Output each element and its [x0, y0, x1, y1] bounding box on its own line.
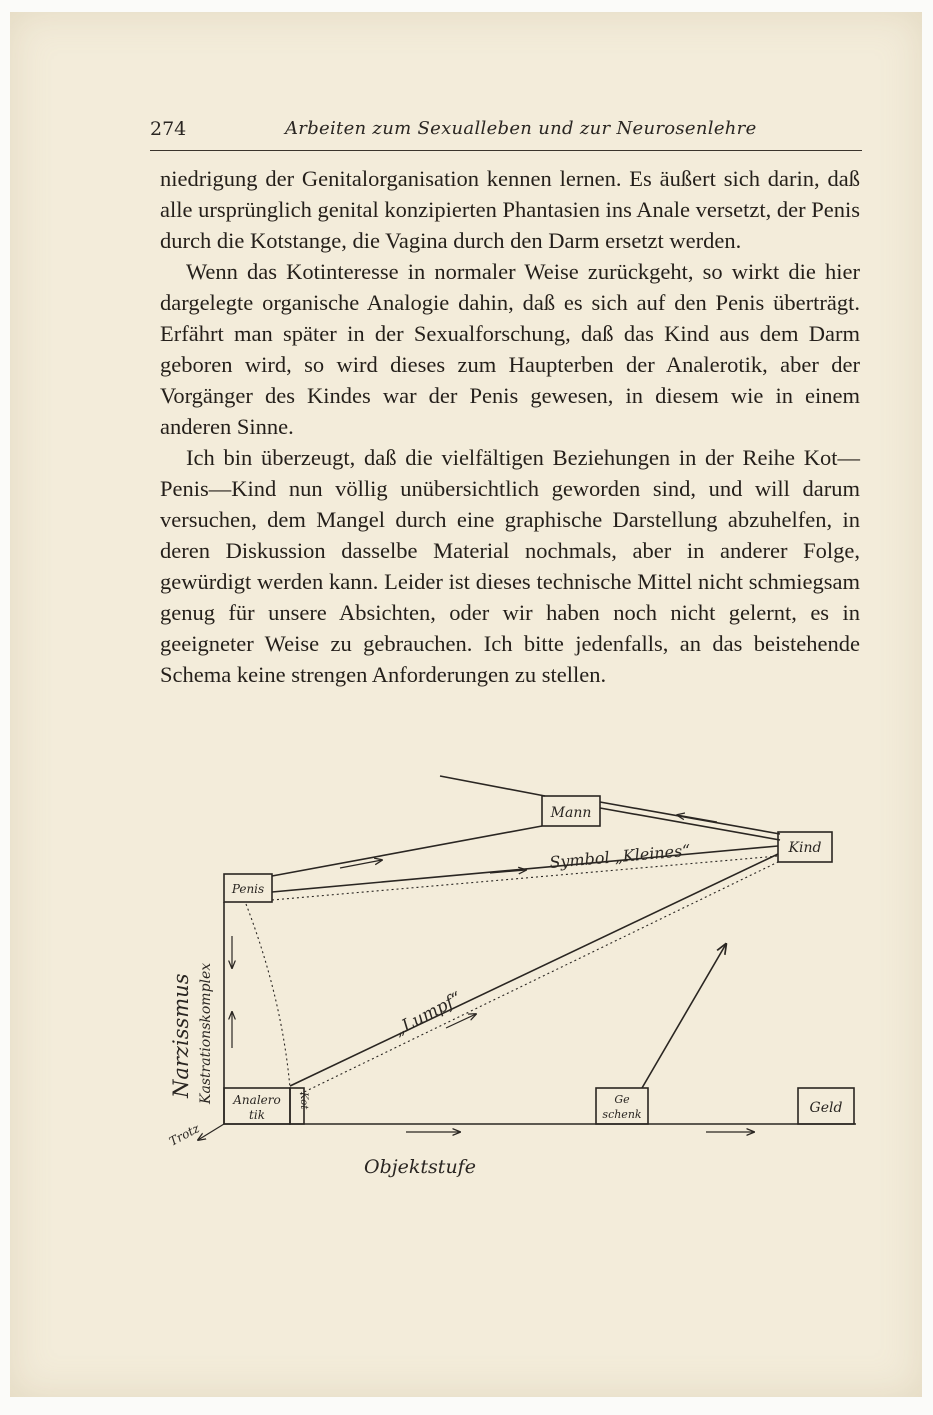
label-kot: Kot [298, 1092, 309, 1110]
line-lumpf [290, 854, 778, 1086]
label-geld: Geld [809, 1100, 843, 1116]
paragraph-2: Wenn das Kotinteresse in normaler Weise zurückgeht, so wirkt die hier dargelegte organische Analogie dahin, daß es sich auf den Penis überträgt. Erfährt man später in der Sexualforschung, daß das Kind aus dem Darm geboren wird, so wird dieses zum Haupterben der Analerotik, aber der Vorgänger des Kindes war der Penis gewesen, in diesem wie in einem anderen Sinne. [160, 259, 860, 439]
label-kind: Kind [788, 840, 822, 856]
label-geschenk-1: Ge [614, 1093, 630, 1106]
arrow-penis-mann [340, 860, 382, 868]
label-narzissmus: Narzissmus [169, 973, 193, 1098]
arrow-kind-mann [677, 815, 717, 822]
header-rule [150, 150, 862, 151]
arrow-trotz [198, 1124, 224, 1140]
label-geschenk-2: schenk [602, 1108, 642, 1121]
paragraph-3: Ich bin überzeugt, daß die vielfältigen Beziehungen in der Reihe Kot—Penis—Kind nun völlig unübersichtlich geworden sind, und will darum versuchen, dem Mangel durch eine graphische Darstellung abzuhelfen, in deren Diskussion dasselbe Material nochmals, aber in anderer Folge, gewürdigt werden kann. Leider ist dieses technische Mittel nicht schmiegsam genug für unsere Absichten, oder wir haben noch nicht gelernt, es in geeigneter Weise zu gebrauchen. Ich bitte jedenfalls, an das beistehende Schema keine strengen Anforderungen zu stellen. [160, 445, 860, 687]
running-title: Arbeiten zum Sexualleben und zur Neurosenlehre [285, 118, 757, 139]
label-penis: Penis [231, 882, 265, 896]
line-symbol [272, 846, 778, 892]
schema-diagram [150, 768, 870, 1208]
line-penis-mann [272, 826, 542, 876]
paragraph-1: niedrigung der Genitalorganisation kennen lernen. Es äußert sich darin, daß alle ursprünglich genital konzipierten Phantasien ins Anale versetzt, der Penis durch die Kotstange, die Vagina durch den Darm ersetzt werden. [160, 166, 860, 253]
label-objektstufe: Objektstufe [364, 1156, 476, 1178]
page-header [150, 118, 862, 148]
arrow-lumpf [446, 1014, 476, 1028]
arrow-geschenk-kind [642, 944, 726, 1088]
curve-penis-kot [246, 904, 290, 1088]
label-analerotik-1: Analero [233, 1093, 281, 1107]
label-trotz: Trotz [166, 1121, 202, 1149]
page-number: 274 [150, 118, 187, 140]
label-lumpf: „Lumpf“ [390, 988, 466, 1041]
line-mann-kind-2 [600, 808, 780, 840]
label-mann: Mann [550, 805, 592, 821]
label-symbol: Symbol „Kleines“ [548, 840, 692, 872]
label-kastrationskomplex: Kastrationskomplex [198, 962, 214, 1104]
body-text [160, 163, 860, 690]
line-mann-top [440, 776, 545, 796]
line-mann-kind-1 [600, 802, 780, 834]
label-analerotik-2: tik [249, 1108, 265, 1122]
